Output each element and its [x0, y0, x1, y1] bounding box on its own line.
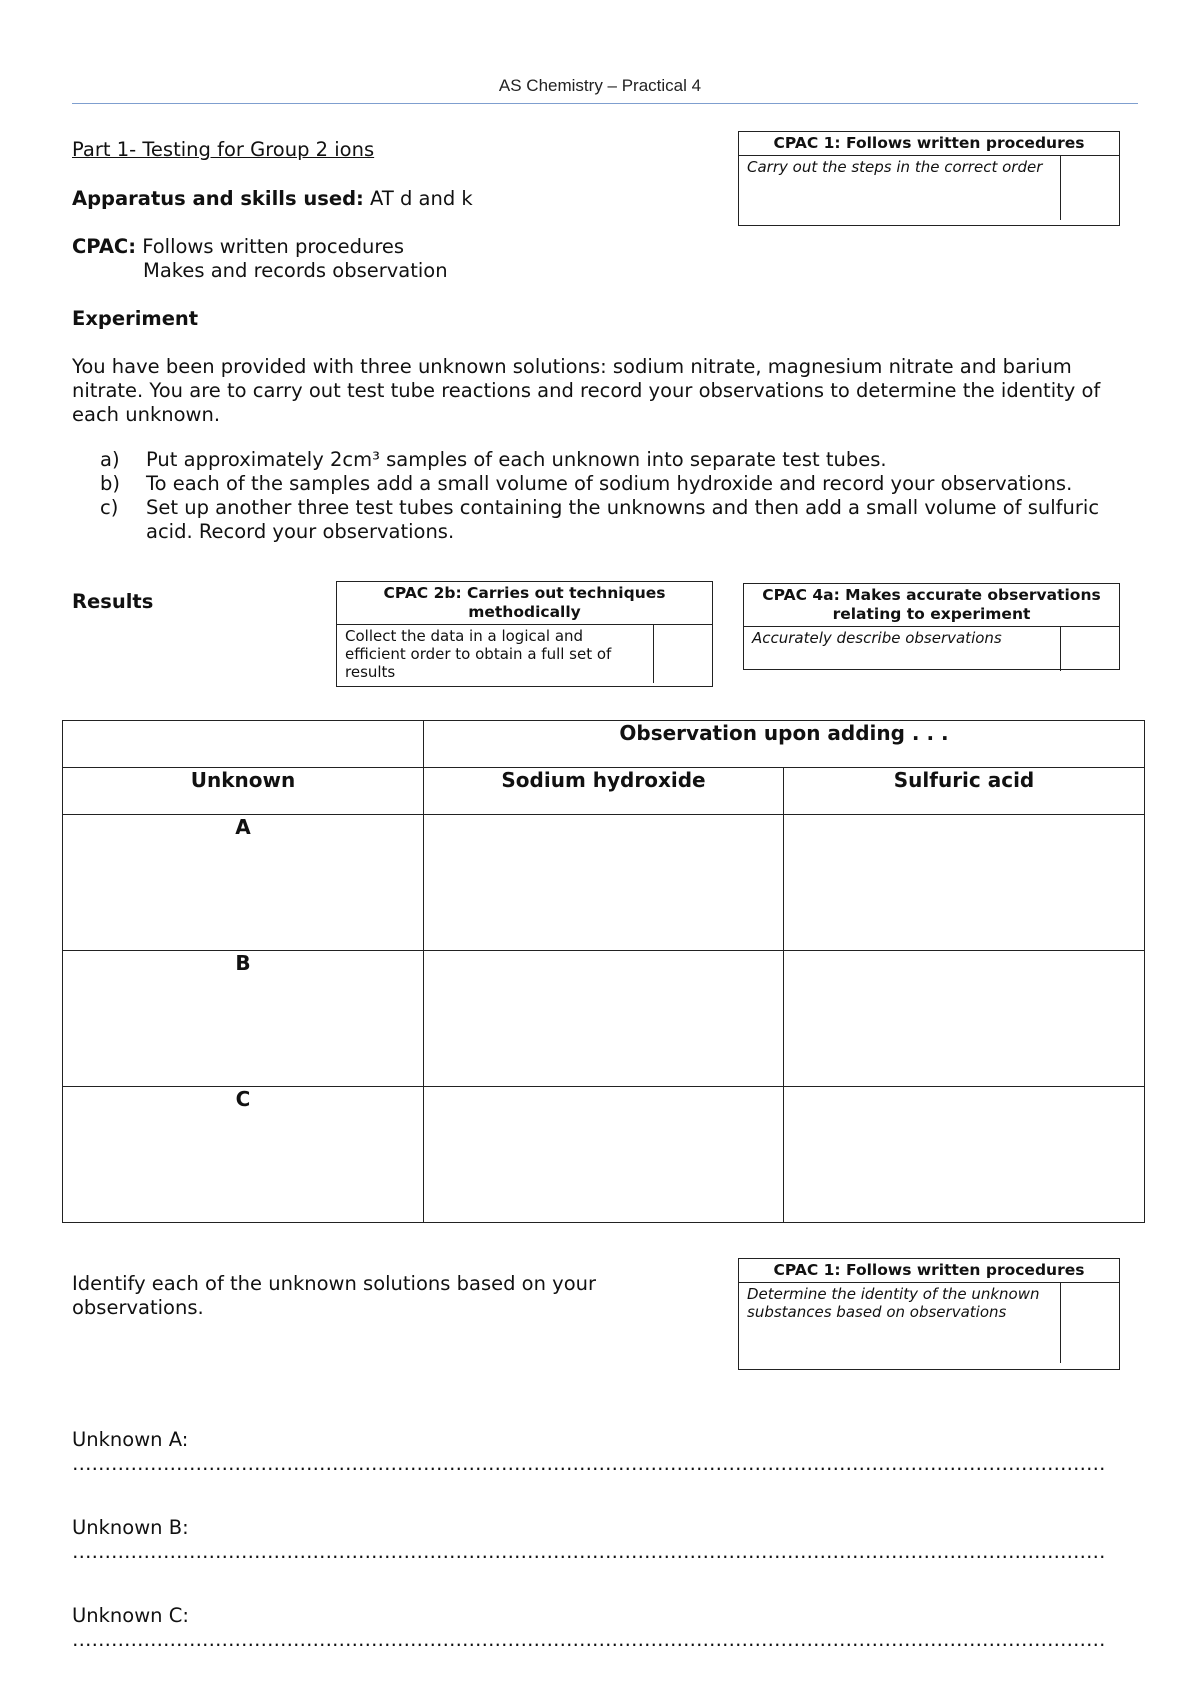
apparatus-value: AT d and k — [363, 187, 473, 210]
observation-cell[interactable] — [424, 951, 784, 1087]
cpac-box-title: CPAC 2b: Carries out techniques methodically — [337, 582, 712, 625]
cpac-checkbox[interactable] — [654, 625, 712, 683]
cpac-box-follows-procedures — [738, 131, 1120, 226]
observation-cell[interactable] — [784, 1087, 1145, 1223]
cpac-box-2b — [336, 581, 713, 687]
cpac-box-identify — [738, 1258, 1120, 1370]
list-marker: b) — [100, 472, 120, 495]
table-group-header-row — [63, 721, 1145, 768]
answer-label: Unknown A: — [72, 1428, 189, 1451]
experiment-intro: You have been provided with three unknown solutions: sodium nitrate, magnesium nitrate and barium nitrate. You are to carry out test tube reactions and record your observations to determine the identity of each unknown. — [72, 355, 1101, 426]
cpac-box-description: Carry out the steps in the correct order — [739, 156, 1061, 220]
answer-line-c[interactable] — [72, 1604, 1200, 1652]
cpac-checkbox[interactable] — [1061, 1283, 1119, 1363]
experiment-heading: Experiment — [72, 307, 199, 330]
results-table — [62, 720, 1145, 1223]
cpac-box-description: Accurately describe observations — [744, 627, 1061, 671]
cpac-box-4a — [743, 583, 1120, 670]
identify-instruction: Identify each of the unknown solutions based on your observations. — [72, 1272, 597, 1319]
cpac-box-title: CPAC 1: Follows written procedures — [739, 1259, 1119, 1283]
answer-line-a[interactable] — [72, 1428, 1200, 1476]
list-item — [100, 448, 1150, 472]
cpac-box-title: CPAC 4a: Makes accurate observations relating to experiment — [744, 584, 1119, 627]
part1-heading: Part 1- Testing for Group 2 ions — [72, 138, 375, 161]
cpac-line — [72, 235, 404, 259]
observation-cell[interactable] — [784, 815, 1145, 951]
list-text: Set up another three test tubes containing the unknowns and then add a small volume of sulfuric acid. Record your observations. — [146, 496, 1100, 543]
list-marker: a) — [100, 448, 120, 471]
table-header-row — [63, 768, 1145, 815]
answer-line-b[interactable] — [72, 1516, 1200, 1564]
answer-label: Unknown C: — [72, 1604, 189, 1627]
cpac-checkbox[interactable] — [1061, 156, 1119, 220]
row-label: B — [63, 951, 424, 1087]
table-row — [63, 951, 1145, 1087]
cpac-label: CPAC: — [72, 235, 137, 258]
list-text: Put approximately 2cm³ samples of each unknown into separate test tubes. — [146, 448, 887, 471]
page-header-title: AS Chemistry – Practical 4 — [498, 76, 702, 95]
col-header-unknown: Unknown — [63, 768, 424, 815]
list-item — [100, 472, 1150, 496]
list-marker: c) — [100, 496, 119, 519]
observation-cell[interactable] — [424, 815, 784, 951]
cpac-box-title: CPAC 1: Follows written procedures — [739, 132, 1119, 156]
observation-cell[interactable] — [424, 1087, 784, 1223]
header-divider — [72, 103, 1138, 104]
table-empty-cell — [63, 721, 424, 768]
table-row — [63, 1087, 1145, 1223]
cpac-box-description: Collect the data in a logical and efficient order to obtain a full set of results — [337, 625, 654, 683]
cpac-box-description: Determine the identity of the unknown substances based on observations — [739, 1283, 1061, 1363]
results-heading: Results — [72, 590, 154, 613]
cpac-line-1: Follows written procedures — [136, 235, 405, 258]
list-item — [100, 496, 1150, 544]
table-row — [63, 815, 1145, 951]
observation-cell[interactable] — [784, 951, 1145, 1087]
cpac-line-2: Makes and records observation — [143, 259, 448, 282]
row-label: A — [63, 815, 424, 951]
apparatus-label: Apparatus and skills used: — [72, 187, 364, 210]
row-label: C — [63, 1087, 424, 1223]
answer-label: Unknown B: — [72, 1516, 189, 1539]
col-header-sodium-hydroxide: Sodium hydroxide — [424, 768, 784, 815]
col-header-sulfuric-acid: Sulfuric acid — [784, 768, 1145, 815]
apparatus-line — [72, 187, 473, 211]
table-group-header: Observation upon adding . . . — [424, 721, 1145, 768]
answer-dots: …………………………………………………………………………………………………………………………………………… — [72, 1540, 1106, 1563]
cpac-checkbox[interactable] — [1061, 627, 1119, 671]
experiment-steps — [100, 448, 1150, 544]
list-text: To each of the samples add a small volume of sodium hydroxide and record your observations. — [146, 472, 1073, 495]
answer-dots: …………………………………………………………………………………………………………………………………………… — [72, 1452, 1106, 1475]
answer-dots: …………………………………………………………………………………………………………………………………………… — [72, 1628, 1106, 1651]
